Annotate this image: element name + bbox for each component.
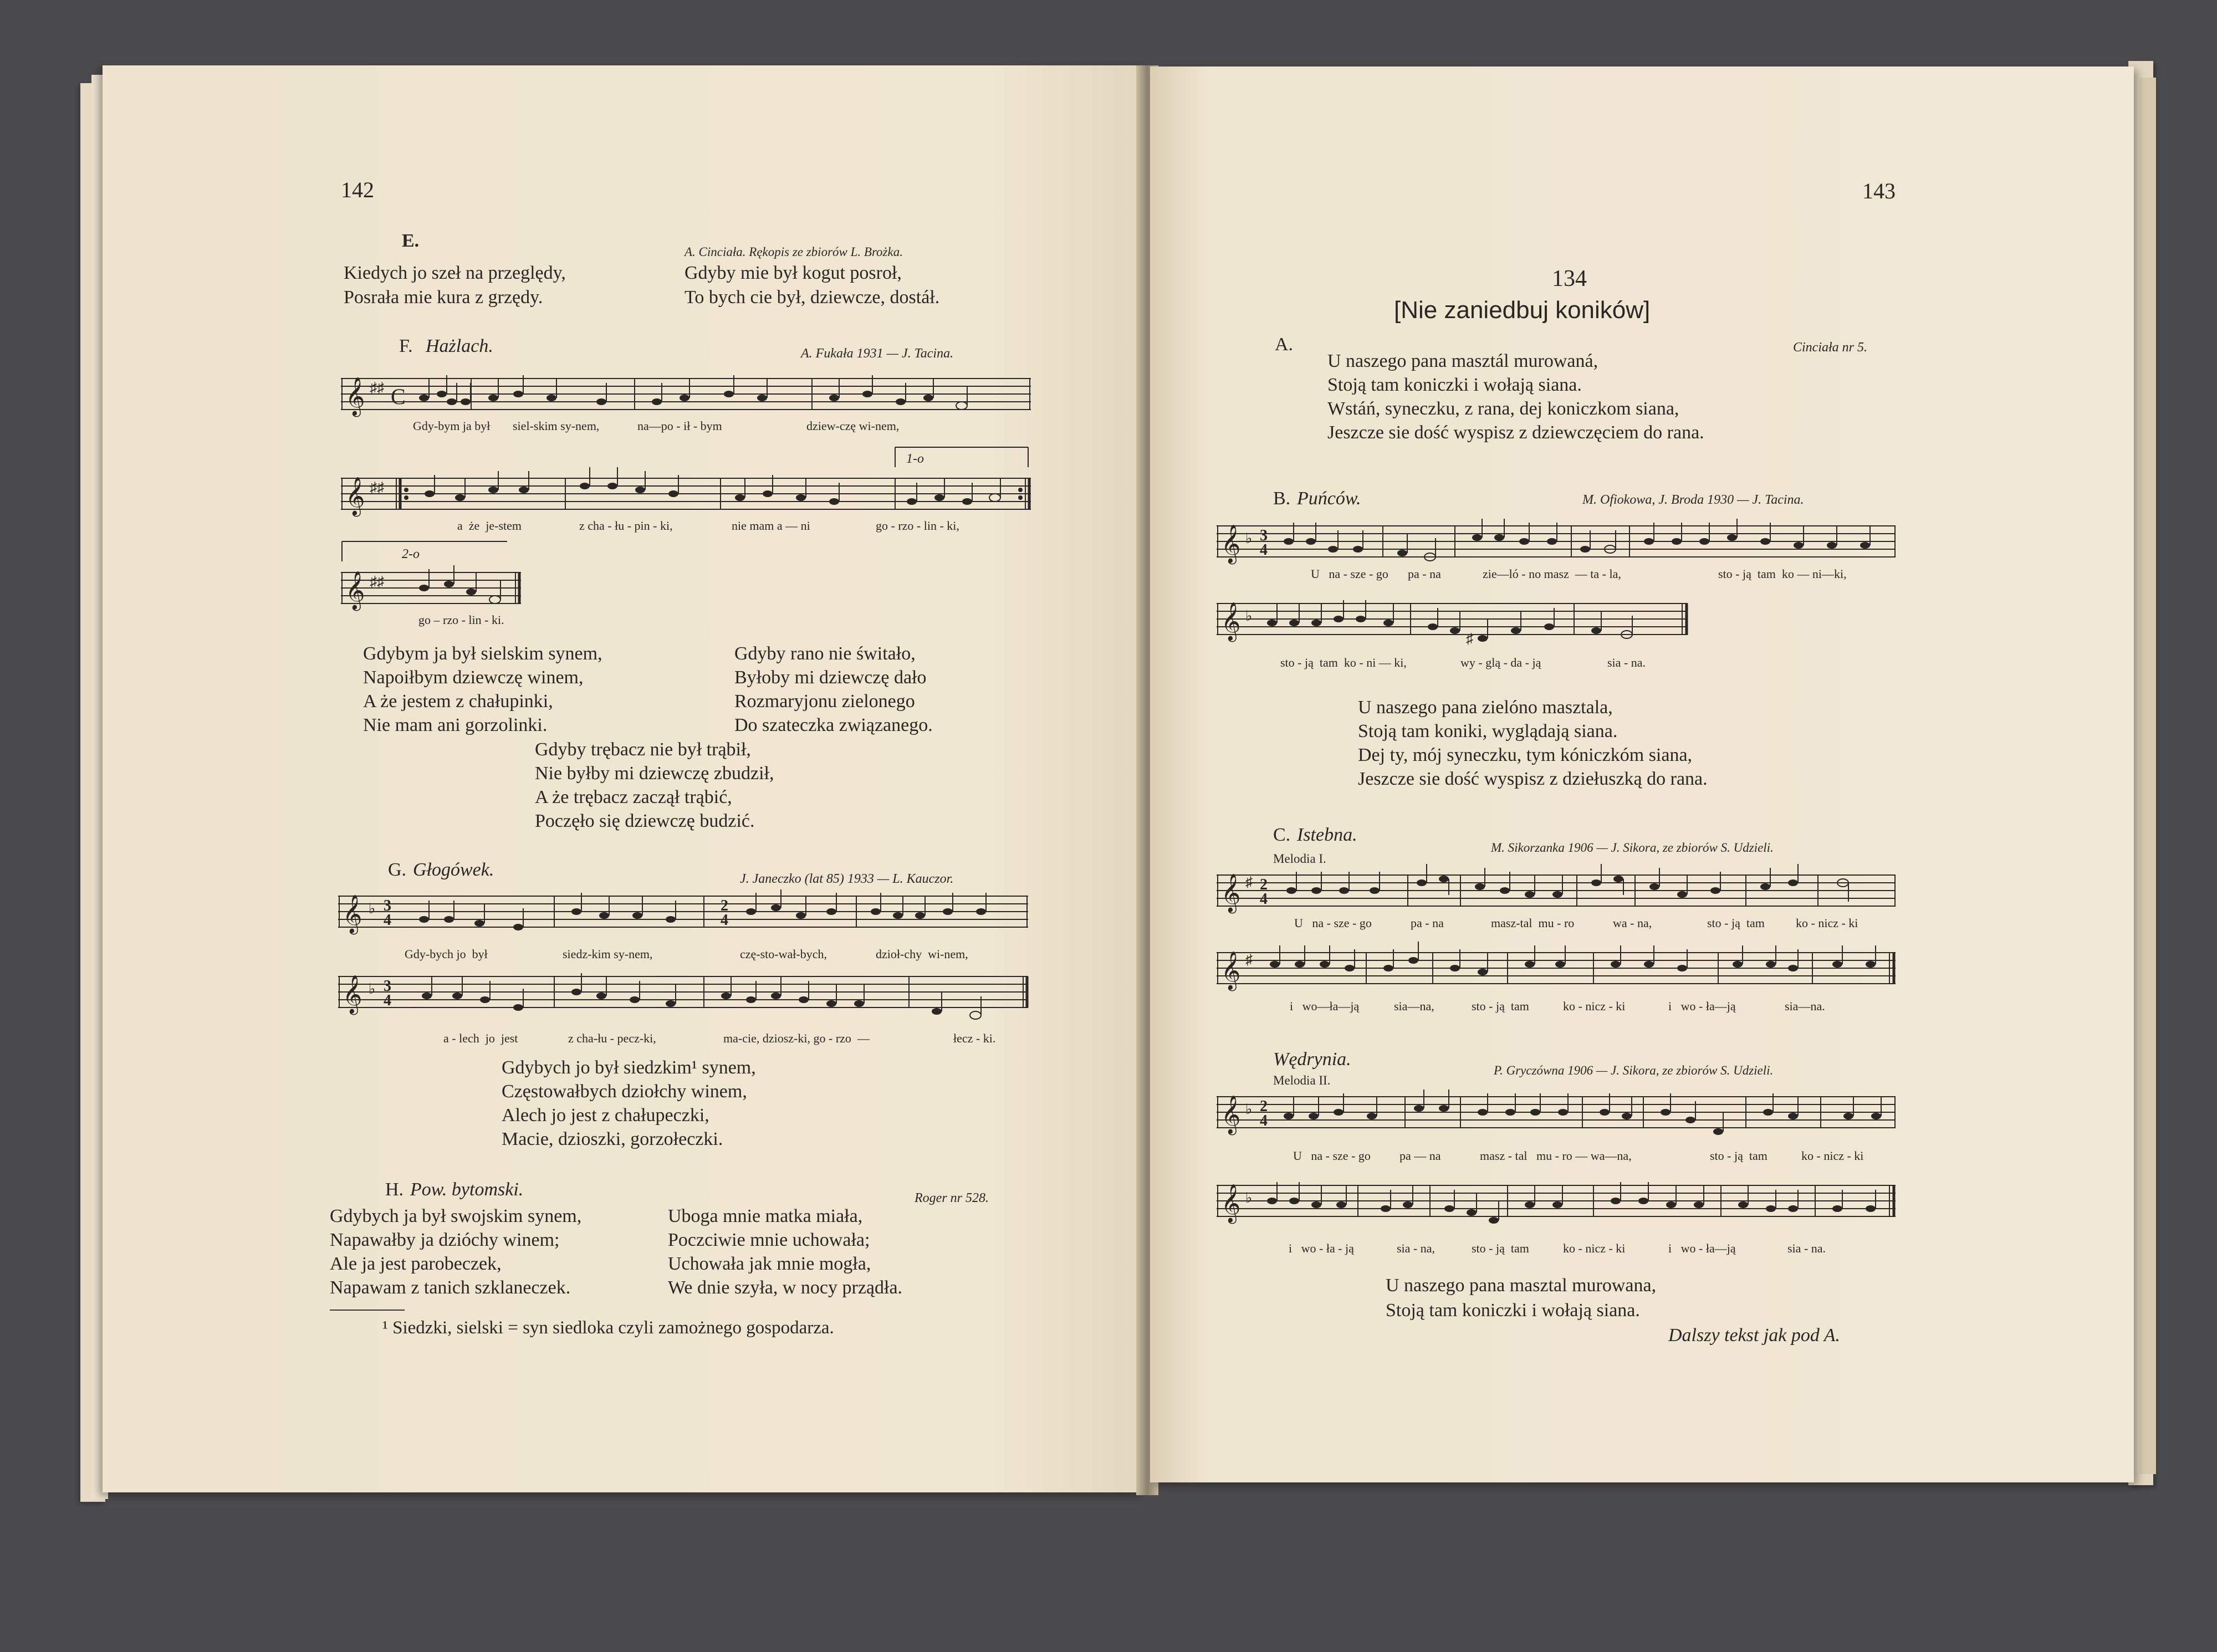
lyrics: sia—na, — [1394, 999, 1434, 1013]
lyrics: pa - na — [1408, 567, 1441, 581]
source-credit: A. Fukała 1931 — J. Tacina. — [801, 346, 954, 361]
lyrics: i wo - ła - ją — [1289, 1241, 1354, 1255]
lyrics: i wo—ła—ją — [1290, 999, 1360, 1013]
right-page — [1150, 67, 2134, 1482]
svg-text:♯♯: ♯♯ — [370, 479, 384, 495]
place-name: Hażlach. — [426, 336, 493, 356]
music-staff — [338, 888, 1031, 935]
svg-text:𝄞: 𝄞 — [345, 477, 365, 515]
svg-text:3: 3 — [384, 978, 391, 995]
lyrics: Gdy-bym ja był — [413, 419, 491, 433]
svg-text:♯: ♯ — [1466, 631, 1473, 647]
svg-text:♭: ♭ — [1245, 608, 1253, 624]
svg-text:𝄞: 𝄞 — [1221, 1184, 1241, 1223]
lyrics: U na - sze - go — [1294, 916, 1372, 930]
source-credit: M. Ofiokowa, J. Broda 1930 — J. Tacina. — [1582, 493, 1804, 507]
svg-text:𝄞: 𝄞 — [343, 894, 362, 933]
place-name: Pow. bytomski. — [410, 1179, 524, 1200]
source-credit: M. Sikorzanka 1906 — J. Sikora, ze zbiorów S. Udzieli. — [1491, 841, 1774, 855]
verse-line: Macie, dzioszki, gorzołeczki. — [502, 1129, 723, 1149]
lyrics: wy - glą - da - ją — [1460, 656, 1541, 669]
lyrics: i wo - ła—ją — [1668, 1241, 1736, 1255]
footnote: ¹ Siedzki, sielski = syn siedloka czyli zamożnego gospodarza. — [382, 1318, 834, 1338]
svg-text:♭: ♭ — [369, 981, 376, 997]
verse-line: Gdyby trębacz nie był trąbił, — [535, 739, 751, 760]
lyrics: sto - ją tam — [1707, 916, 1765, 930]
verse-line: Dej ty, mój syneczku, tym kóniczkóm siana, — [1358, 745, 1693, 765]
lyrics: nie mam a — ni — [732, 519, 810, 533]
section-label: F. — [399, 336, 413, 356]
lyrics: dzioł-chy wi-nem, — [876, 947, 968, 961]
lyrics: a - lech jo jest — [443, 1031, 518, 1045]
svg-text:𝄞: 𝄞 — [1221, 524, 1241, 563]
svg-text:𝄞: 𝄞 — [1221, 602, 1241, 641]
music-staff — [338, 963, 1031, 1024]
lyrics: ko - nicz - ki — [1563, 999, 1626, 1013]
lyrics: sia - na. — [1607, 656, 1646, 669]
section-label: B. — [1273, 488, 1291, 509]
lyrics: masz - tal mu - ro — wa—na, — [1480, 1149, 1632, 1163]
lyrics: ko - nicz - ki — [1563, 1241, 1626, 1255]
source-credit: Roger nr 528. — [915, 1191, 989, 1205]
svg-text:4: 4 — [721, 912, 728, 929]
melody-label: Melodia I. — [1273, 852, 1326, 866]
verse-line: Byłoby mi dziewczę dało — [734, 667, 927, 688]
place-name: Istebna. — [1297, 825, 1357, 845]
svg-text:𝄞: 𝄞 — [343, 975, 362, 1014]
lyrics: sia - na. — [1787, 1241, 1826, 1255]
verse-line: Nie mam ani gorzolinki. — [363, 715, 548, 735]
verse-line: Częstowałbych dziołchy winem, — [502, 1081, 747, 1102]
lyrics: sto - ją tam — [1472, 999, 1529, 1013]
melody-label: Melodia II. — [1273, 1073, 1331, 1087]
lyrics: Gdy-bych jo był — [405, 947, 488, 961]
svg-text:♯: ♯ — [1245, 952, 1253, 968]
music-staff — [341, 539, 551, 611]
lyrics: a że je-stem — [457, 519, 522, 533]
lyrics: łecz - ki. — [953, 1031, 996, 1045]
verse-line: Stoją tam koniczki i wołają siana. — [1386, 1300, 1640, 1321]
lyrics: ko - nicz - ki — [1801, 1149, 1864, 1163]
place-name: Wędrynia. — [1273, 1049, 1351, 1070]
svg-text:4: 4 — [384, 992, 391, 1009]
source-credit: Cinciała nr 5. — [1793, 340, 1868, 355]
source-credit: A. Cinciała. Rękopis ze zbiorów L. Brożka. — [684, 245, 903, 259]
music-staff — [1217, 1172, 1898, 1230]
lyrics: czę-sto-wał-bych, — [740, 947, 827, 961]
svg-text:♭: ♭ — [1245, 1101, 1253, 1117]
svg-text:𝄞: 𝄞 — [1221, 1095, 1241, 1134]
lyrics: na—po - ił - bym — [637, 419, 722, 433]
svg-text:3: 3 — [384, 897, 391, 914]
verse-line: Nie byłby mi dziewczę zbudził, — [535, 763, 774, 784]
verse-line: We dnie szyła, w nocy prządła. — [668, 1277, 903, 1298]
lyrics: go - rzo - lin - ki, — [876, 519, 959, 533]
verse-line: Stoją tam koniki, wyglądają siana. — [1358, 721, 1618, 741]
verse-line: U naszego pana masztal murowana, — [1386, 1275, 1657, 1296]
source-credit: J. Janeczko (lat 85) 1933 — L. Kauczor. — [740, 872, 954, 886]
page-number: 142 — [341, 177, 374, 202]
lyrics: i wo - ła—ją — [1668, 999, 1736, 1013]
source-credit: P. Gryczówna 1906 — J. Sikora, ze zbiorów S. Udzieli. — [1494, 1063, 1774, 1077]
svg-text:𝄞: 𝄞 — [1221, 951, 1241, 990]
svg-text:4: 4 — [1260, 1112, 1268, 1129]
svg-text:♯♯: ♯♯ — [370, 574, 384, 590]
lyrics: sto - ją tam ko - ni — ki, — [1280, 656, 1407, 669]
music-staff — [1217, 862, 1898, 914]
lyrics: go – rzo - lin - ki. — [418, 613, 504, 627]
verse-line: A że trębacz zaczął trąbić, — [535, 787, 732, 807]
section-label: G. — [388, 860, 407, 880]
verse-line: Gdybych jo był siedzkim¹ synem, — [502, 1057, 756, 1078]
svg-text:𝄞: 𝄞 — [345, 571, 365, 610]
verse-line: Napoiłbym dziewczę winem, — [363, 667, 584, 688]
music-staff — [1217, 513, 1898, 565]
lyrics: zie—ló - no masz — ta - la, — [1483, 567, 1621, 581]
volta-label: 1-o — [906, 452, 924, 466]
music-staff — [341, 367, 1034, 417]
svg-text:3: 3 — [1260, 527, 1268, 544]
verse-line: Napawam z tanich szklaneczek. — [330, 1277, 571, 1298]
music-staff — [1217, 590, 1693, 651]
verse-line: Uboga mnie matka miała, — [668, 1206, 863, 1226]
lyrics: ma-cie, dziosz-ki, go - rzo — — [723, 1031, 870, 1045]
verse-line: Posrała mie kura z grzędy. — [344, 287, 543, 308]
song-number: 134 — [1552, 266, 1587, 291]
verse-line: Wstáń, syneczku, z rana, dej koniczkom siana, — [1327, 398, 1679, 419]
verse-line: Napawałby ja dzióchy winem; — [330, 1230, 560, 1250]
lyrics: z cha-łu - pecz-ki, — [568, 1031, 656, 1045]
verse-line: Stoją tam koniczki i wołają siana. — [1327, 375, 1582, 395]
lyrics: pa — na — [1399, 1149, 1441, 1163]
verse-line: To bych cie był, dziewcze, dostáł. — [684, 287, 940, 308]
svg-text:4: 4 — [1260, 891, 1268, 908]
page-edge-right-inner — [2139, 78, 2156, 1474]
verse-line: A że jestem z chałupinki, — [363, 691, 553, 712]
svg-text:C: C — [391, 384, 406, 409]
section-label: A. — [1275, 334, 1294, 355]
music-staff — [1217, 1083, 1898, 1144]
verse-line: Alech jo jest z chałupeczki, — [502, 1105, 709, 1126]
footnote-rule — [330, 1310, 405, 1311]
lyrics: masz-tal mu - ro — [1491, 916, 1575, 930]
song-title: [Nie zaniedbuj koników] — [1394, 296, 1651, 324]
verse-line: Do szateczka związanego. — [734, 715, 933, 735]
verse-line: U naszego pana masztál murowaná, — [1327, 351, 1598, 371]
lyrics: ko - nicz - ki — [1796, 916, 1858, 930]
verse-line: U naszego pana zielóno masztala, — [1358, 697, 1613, 718]
page-number: 143 — [1862, 178, 1896, 203]
place-name: Puńców. — [1297, 488, 1361, 509]
lyrics: pa - na — [1411, 916, 1444, 930]
lyrics: sia - na, — [1397, 1241, 1436, 1255]
lyrics: z cha - łu - pin - ki, — [579, 519, 673, 533]
section-label: E. — [402, 231, 420, 251]
lyrics: U na - sze - go — [1311, 567, 1388, 581]
svg-text:♭: ♭ — [369, 901, 376, 917]
svg-text:2: 2 — [1260, 1098, 1268, 1115]
lyrics: sia—na. — [1785, 999, 1825, 1013]
volta-label: 2-o — [402, 547, 420, 561]
left-page — [103, 65, 1145, 1492]
svg-text:4: 4 — [1260, 541, 1268, 559]
verse-line: Gdybym ja był sielskim synem, — [363, 643, 602, 664]
lyrics: sto - ją tam — [1710, 1149, 1768, 1163]
verse-line: Gdyby rano nie świtało, — [734, 643, 916, 664]
continuation-note: Dalszy tekst jak pod A. — [1668, 1325, 1841, 1346]
svg-text:𝄞: 𝄞 — [345, 377, 365, 416]
verse-line: Jeszcze sie dość wyspisz z dziełuszką do rana. — [1358, 769, 1708, 789]
lyrics: siedz-kim sy-nem, — [563, 947, 653, 961]
verse-line: Poczęło się dziewczę budzić. — [535, 811, 755, 831]
verse-line: Jeszcze sie dość wyspisz z dziewczęciem do rana. — [1327, 422, 1704, 443]
svg-text:2: 2 — [1260, 876, 1268, 893]
svg-text:𝄞: 𝄞 — [1221, 873, 1241, 912]
verse-line: Poczciwie mnie uchowała; — [668, 1230, 870, 1250]
verse-line: Uchowała jak mnie mogła, — [668, 1254, 871, 1274]
svg-text:♯♯: ♯♯ — [370, 380, 384, 396]
music-staff — [341, 445, 1034, 517]
lyrics: wa - na, — [1613, 916, 1652, 930]
lyrics: sto - ją tam ko — ni—ki, — [1718, 567, 1847, 581]
verse-line: Ale ja jest parobeczek, — [330, 1254, 502, 1274]
lyrics: sto - ją tam — [1472, 1241, 1529, 1255]
svg-text:♭: ♭ — [1245, 1190, 1253, 1206]
place-name: Głogówek. — [413, 860, 494, 880]
lyrics: siel-skim sy-nem, — [513, 419, 600, 433]
svg-text:4: 4 — [384, 912, 391, 929]
svg-text:♯: ♯ — [1245, 874, 1253, 890]
section-label: C. — [1273, 825, 1291, 845]
svg-text:♭: ♭ — [1245, 530, 1253, 546]
verse-line: Gdyby mie był kogut posroł, — [684, 263, 902, 283]
lyrics: U na - sze - go — [1293, 1149, 1371, 1163]
verse-line: Kiedych jo szeł na przeględy, — [344, 263, 566, 283]
verse-line: Rozmaryjonu zielonego — [734, 691, 915, 712]
lyrics: dziew-czę wi-nem, — [806, 419, 900, 433]
music-staff — [1217, 939, 1898, 992]
svg-text:2: 2 — [721, 897, 728, 914]
section-label: H. — [385, 1179, 404, 1200]
verse-line: Gdybych ja był swojskim synem, — [330, 1206, 582, 1226]
